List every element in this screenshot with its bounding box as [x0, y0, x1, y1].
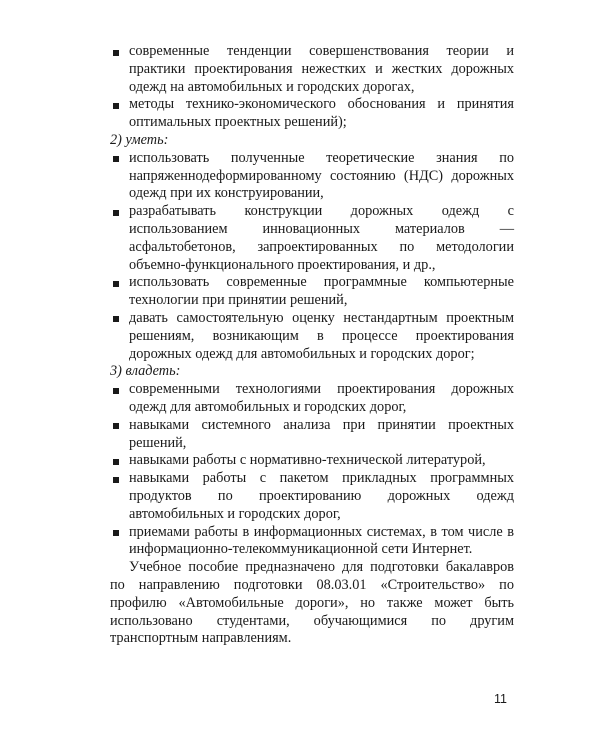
bullet-square-icon — [113, 50, 119, 56]
list-item: давать самостоятельную оценку нестандартным проектным решениям, возникающим в процессе проектирования дорожных одежд для автомобильных и городских дорог; — [110, 310, 514, 363]
bullet-square-icon — [113, 459, 119, 465]
bullet-square-icon — [113, 530, 119, 536]
bullet-square-icon — [113, 281, 119, 287]
bullet-square-icon — [113, 423, 119, 429]
section-heading-master: 3) владеть: — [110, 363, 181, 380]
list-item: навыками работы с нормативно-технической литературой, — [110, 452, 514, 470]
list-item: навыками системного анализа при принятии проектных решений, — [110, 417, 514, 453]
bullet-square-icon — [113, 388, 119, 394]
list-item: современными технологиями проектирования дорожных одежд для автомобильных и городских дорог, — [110, 381, 514, 417]
skills-list — [110, 150, 514, 364]
page-number: 11 — [494, 692, 507, 706]
list-item: методы технико-экономического обоснования и принятия оптимальных проектных решений); — [110, 96, 514, 132]
bullet-square-icon — [113, 103, 119, 109]
list-item: навыками работы с пакетом прикладных программных продуктов по проектированию дорожных одежд автомобильных и городских дорог, — [110, 470, 514, 523]
intro-list — [110, 43, 514, 132]
list-item: разрабатывать конструкции дорожных одежд с использованием инновационных материалов — асфальтобетонов, запроектированных по методологии объемно-функционального проектирования, и др., — [110, 203, 514, 274]
bullet-square-icon — [113, 477, 119, 483]
closing-paragraph: Учебное пособие предназначено для подготовки бакалавров по направлению подготовки 08.03.01 «Строительство» по профилю «Автомобильные дороги», но также может быть использовано студентами, обучающимися по другим транспортным направлениям. — [110, 559, 514, 647]
section-heading-skills: 2) уметь: — [110, 131, 169, 148]
list-item: использовать полученные теоретические знания по напряженнодеформированному состоянию (НДС) дорожных одежд при их конструировании, — [110, 150, 514, 203]
bullet-square-icon — [113, 210, 119, 216]
master-list — [110, 381, 514, 559]
bullet-square-icon — [113, 316, 119, 322]
list-item: использовать современные программные компьютерные технологии при принятии решений, — [110, 274, 514, 310]
page-body — [110, 43, 514, 648]
bullet-square-icon — [113, 156, 119, 162]
list-item: современные тенденции совершенствования теории и практики проектирования нежестких и жестких дорожных одежд на автомобильных и городских дорогах, — [110, 43, 514, 96]
list-item: приемами работы в информационных системах, в том числе в информационно-телекоммуникационной сети Интернет. — [110, 524, 514, 560]
